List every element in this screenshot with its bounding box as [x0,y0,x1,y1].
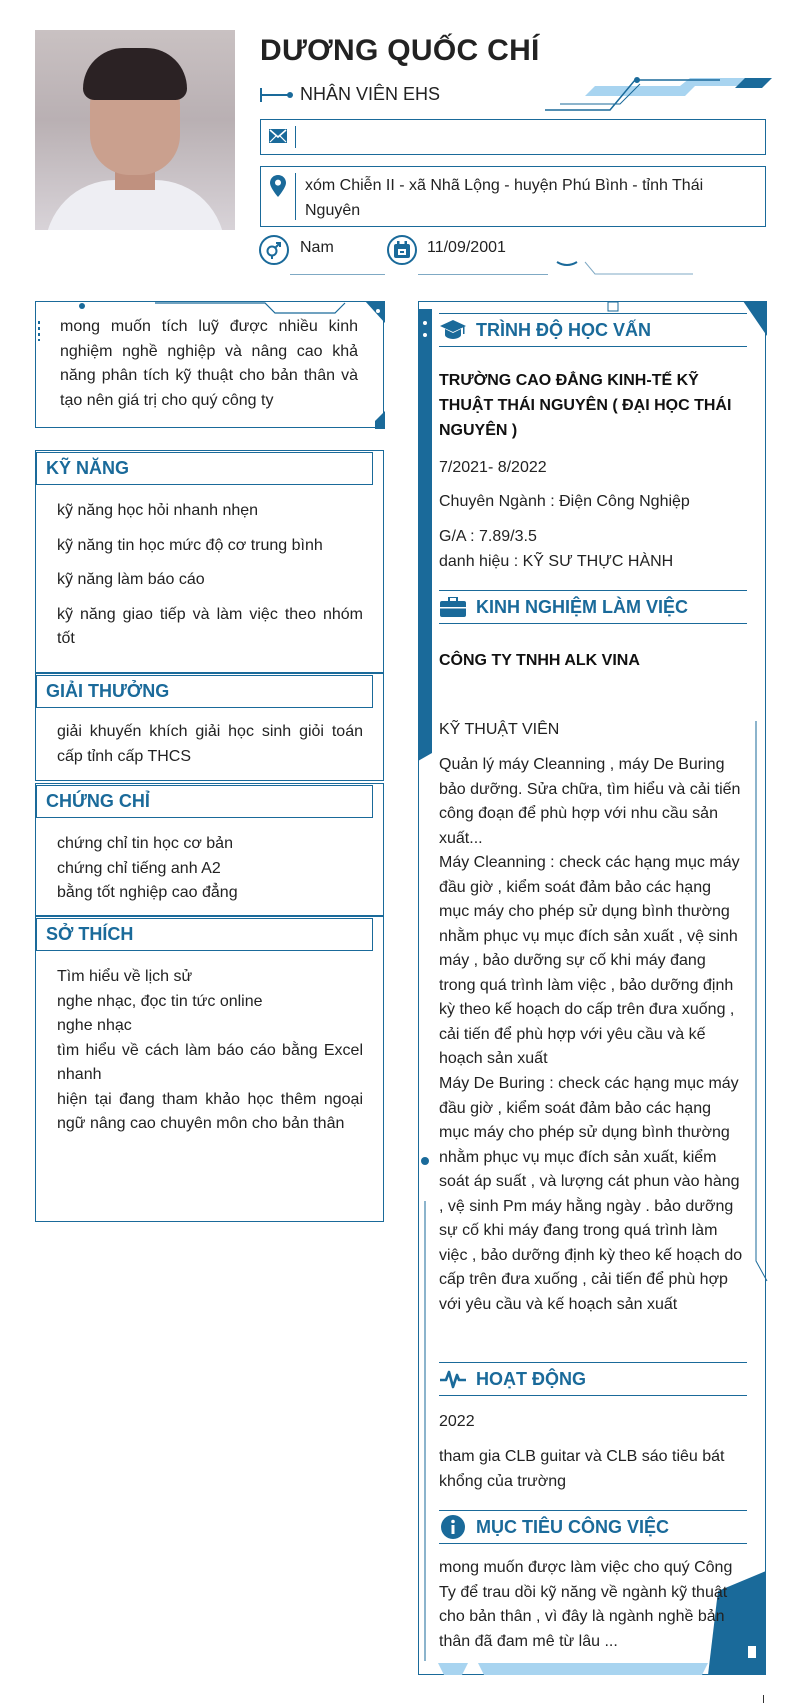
info-icon [439,1513,467,1541]
skills-section [35,450,384,673]
hobby-item: nghe nhạc [57,1017,132,1034]
hobbies-heading: SỞ THÍCH [36,918,373,951]
experience-description: Máy Cleanning : check các hạng mục máy đầu giờ , kiểm soát đảm bảo các hạng mục máy cho phép sử dụng bình thường nhằm phục vụ mục đích sản xuất , vệ sinh máy , bảo dưỡng sự cố khi máy đang trong quá trình làm việc , bảo dưỡng định kỳ theo kế hoạch do cấp trên đưa xuống , cải tiến để phù hợp với yêu cầu và kế hoạch sản xuất [439,854,740,1067]
calendar-icon [387,235,417,265]
certificates-section [35,783,384,916]
awards-section [35,673,384,781]
graduation-cap-icon [439,316,467,344]
hobby-item: nghe nhạc, đọc tin tức online [57,992,263,1010]
education-gpa: G/A : 7.89/3.5 [439,528,537,545]
goal-heading [439,1510,747,1544]
skill-item: kỹ năng học hỏi nhanh nhẹn [57,502,259,519]
address-field [260,166,766,227]
gender-value: Nam [300,239,334,256]
briefcase-icon [439,593,467,621]
certificate-item: bằng tốt nghiệp cao đẳng [57,884,238,901]
skill-item: kỹ năng tin học mức độ cơ trung bình [57,536,323,554]
hobby-item: tìm hiểu về cách làm báo cáo bằng Excel nhanh [57,1041,363,1083]
goal-heading-text: MỤC TIÊU CÔNG VIỆC [476,1516,670,1537]
header-decoration [540,74,775,114]
skill-item: kỹ năng giao tiếp và làm việc theo nhóm tốt [57,605,363,647]
activities-heading [439,1362,747,1396]
job-title-line [260,94,290,96]
email-field [260,119,766,155]
dob-decoration [555,258,695,276]
education-period: 7/2021- 8/2022 [439,459,547,476]
activities-year: 2022 [439,1413,475,1430]
certificate-item: chứng chỉ tin học cơ bản [57,835,233,852]
hobby-item: hiện tại đang tham khảo học thêm ngoại ngữ nâng cao chuyên môn cho bản thân [57,1090,363,1132]
certificate-item: chứng chỉ tiếng anh A2 [57,859,221,877]
objective-text: mong muốn tích luỹ được nhiều kinh nghiệm nghề nghiệp và nâng cao khả năng phân tích kỹ thuật cho bản thân và tạo nên giá trị cho quý công ty [60,318,358,409]
experience-heading-text: KINH NGHIỆM LÀM VIỆC [476,596,689,617]
page-marker [763,1695,764,1703]
skills-heading: KỸ NĂNG [36,452,373,485]
envelope-icon [261,120,295,154]
experience-description: Máy De Buring : check các hạng mục máy đầu giờ , kiểm soát đảm bảo các hạng mục máy cho phép sử dụng bình thường nhằm phục vụ mục đích sản xuất, kiểm soát áp suất , và lượng cát phun vào hàng , vệ sinh Pm máy hằng ngày . bảo dưỡng sự cố khi máy đang trong quá trình làm việc , bảo dưỡng định kỳ theo kế hoạch do cấp trên đưa xuống , cải tiến để phù hợp với yêu cầu và kế hoạch sản xuất [439,1075,743,1313]
education-school: TRƯỜNG CAO ĐẲNG KINH-TẾ KỸ THUẬT THÁI NGUYÊN ( ĐẠI HỌC THÁI NGUYÊN ) [439,372,732,439]
dob-value: 11/09/2001 [427,239,506,256]
experience-company: CÔNG TY TNHH ALK VINA [439,652,640,669]
gender-underline [290,274,385,275]
education-heading-text: TRÌNH ĐỘ HỌC VẤN [476,319,651,340]
skill-item: kỹ năng làm báo cáo [57,571,205,588]
dob-underline [418,274,548,275]
activities-description: tham gia CLB guitar và CLB sáo tiêu bát khổng của trường [439,1448,725,1490]
hobby-item: Tìm hiểu về lịch sử [57,968,193,985]
job-title: NHÂN VIÊN EHS [300,84,441,104]
gender-icon [259,235,289,265]
candidate-name: DƯƠNG QUỐC CHÍ [260,34,540,67]
education-degree: danh hiệu : KỸ SƯ THỰC HÀNH [439,553,674,570]
awards-heading: GIẢI THƯỞNG [36,675,373,708]
map-pin-icon [261,167,295,226]
education-heading [439,313,747,347]
goal-description: mong muốn được làm việc cho quý Công Ty để trau dồi kỹ năng về ngành kỹ thuật cho bản thân , vì đây là ngành nghề bản thân đã đam mê từ lâu ... [439,1559,733,1650]
award-item: giải khuyến khích giải học sinh giỏi toán cấp tỉnh cấp THCS [57,723,363,765]
certificates-heading: CHỨNG CHỈ [36,785,373,818]
activities-heading-text: HOẠT ĐỘNG [476,1368,586,1389]
hobbies-section [35,916,384,1222]
experience-heading [439,590,747,624]
address-text: xóm Chiễn II - xã Nhã Lộng - huyện Phú Bình - tỉnh Thái Nguyên [305,177,704,219]
experience-description: Quản lý máy Cleanning , máy De Buring bảo dưỡng. Sửa chữa, tìm hiểu và cải tiến công đoạn để phù hợp với nhu cầu sản xuất... [439,756,741,847]
experience-position: KỸ THUẬT VIÊN [439,721,560,738]
pulse-icon [439,1365,467,1393]
education-major: Chuyên Ngành : Điện Công Nghiệp [439,493,690,510]
profile-photo [35,30,235,230]
